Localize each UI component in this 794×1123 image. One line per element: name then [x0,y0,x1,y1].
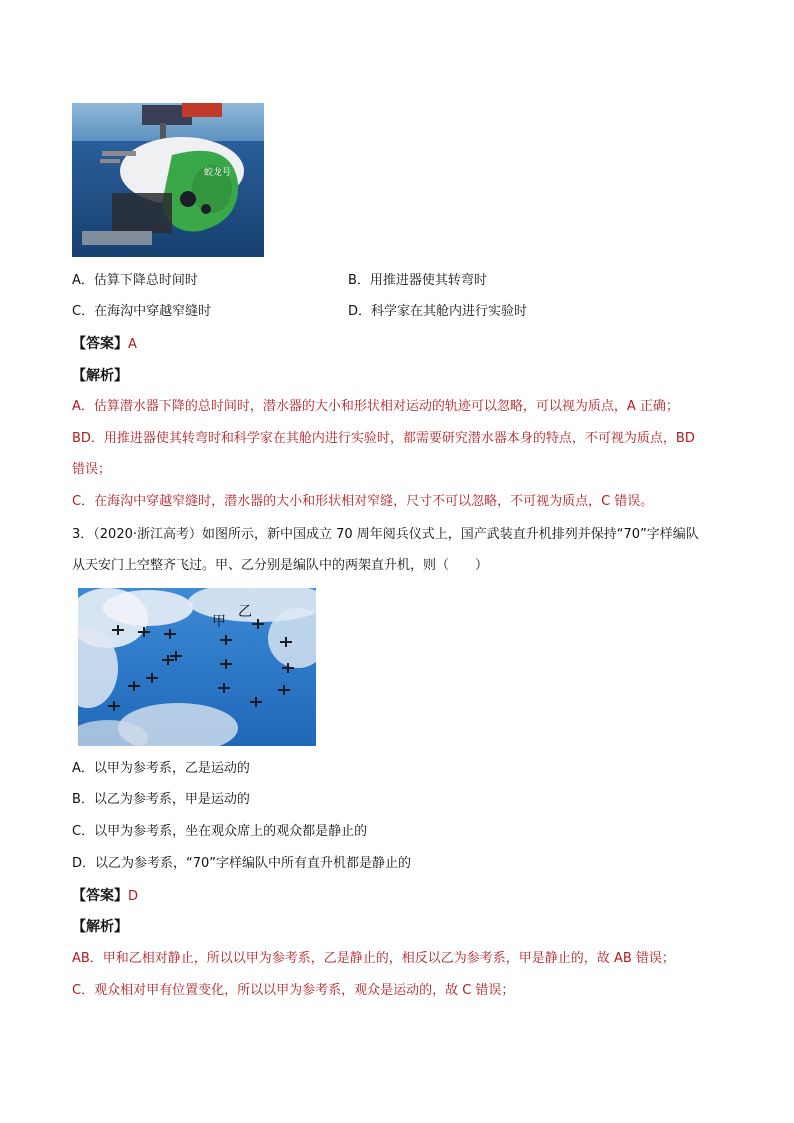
submersible-illustration [72,103,264,257]
q3-stem-line2: 从天安门上空整齐飞过。甲、乙分别是编队中的两架直升机，则（ ） [72,558,489,573]
q3-analysis-line: AB．甲和乙相对静止，所以以甲为参考系，乙是静止的，相反以乙为参考系，甲是静止的，故 AB 错误； [72,951,675,966]
q2-analysis-line: 错误； [72,462,112,477]
svg-text:蛟龙号: 蛟龙号 [204,168,232,178]
q3-analysis-line: C．观众相对甲有位置变化，所以以甲为参考系，观众是运动的，故 C 错误； [72,983,515,998]
q3-option-c: C．以甲为参考系，坐在观众席上的观众都是静止的 [72,824,368,839]
q2-option-a: A．估算下降总时间时 [72,273,198,288]
q3-analysis-tag: 【解析】 [72,919,128,935]
answer-tag: 【答案】 [72,336,128,352]
q3-option-d: D．以乙为参考系，“70”字样编队中所有直升机都是静止的 [72,856,412,871]
q3-option-b: B．以乙为参考系，甲是运动的 [72,792,250,807]
helicopter-formation-image [78,588,316,746]
q3-stem-line1: 3．（2020·浙江高考）如图所示，新中国成立 70 周年阅兵仪式上，国产武装直升机排列并保持“70”字样编队 [72,527,699,542]
label-yi: 乙 [238,604,252,620]
q2-option-d: D．科学家在其舱内进行实验时 [348,304,528,319]
answer-value: D [128,889,139,904]
q2-option-c: C．在海沟中穿越窄缝时 [72,304,212,319]
answer-value: A [128,337,137,352]
submersible-image [72,103,264,257]
q2-analysis-line: A．估算潜水器下降的总时间时，潜水器的大小和形状相对运动的轨迹可以忽略，可以视为质点，A 正确； [72,399,679,414]
q3-answer [72,887,138,906]
q2-analysis-line: C．在海沟中穿越窄缝时，潜水器的大小和形状相对窄缝，尺寸不可以忽略，不可视为质点，C 错误。 [72,494,654,509]
q2-option-b: B．用推进器使其转弯时 [348,273,487,288]
q2-answer [72,335,137,354]
label-jia: 甲 [212,614,226,630]
q3-option-a: A．以甲为参考系，乙是运动的 [72,761,250,776]
answer-tag: 【答案】 [72,888,128,904]
formation-illustration [78,588,316,746]
q2-analysis-line: BD．用推进器使其转弯时和科学家在其舱内进行实验时，都需要研究潜水器本身的特点，不可视为质点，BD [72,431,695,446]
q2-analysis-tag: 【解析】 [72,368,128,384]
